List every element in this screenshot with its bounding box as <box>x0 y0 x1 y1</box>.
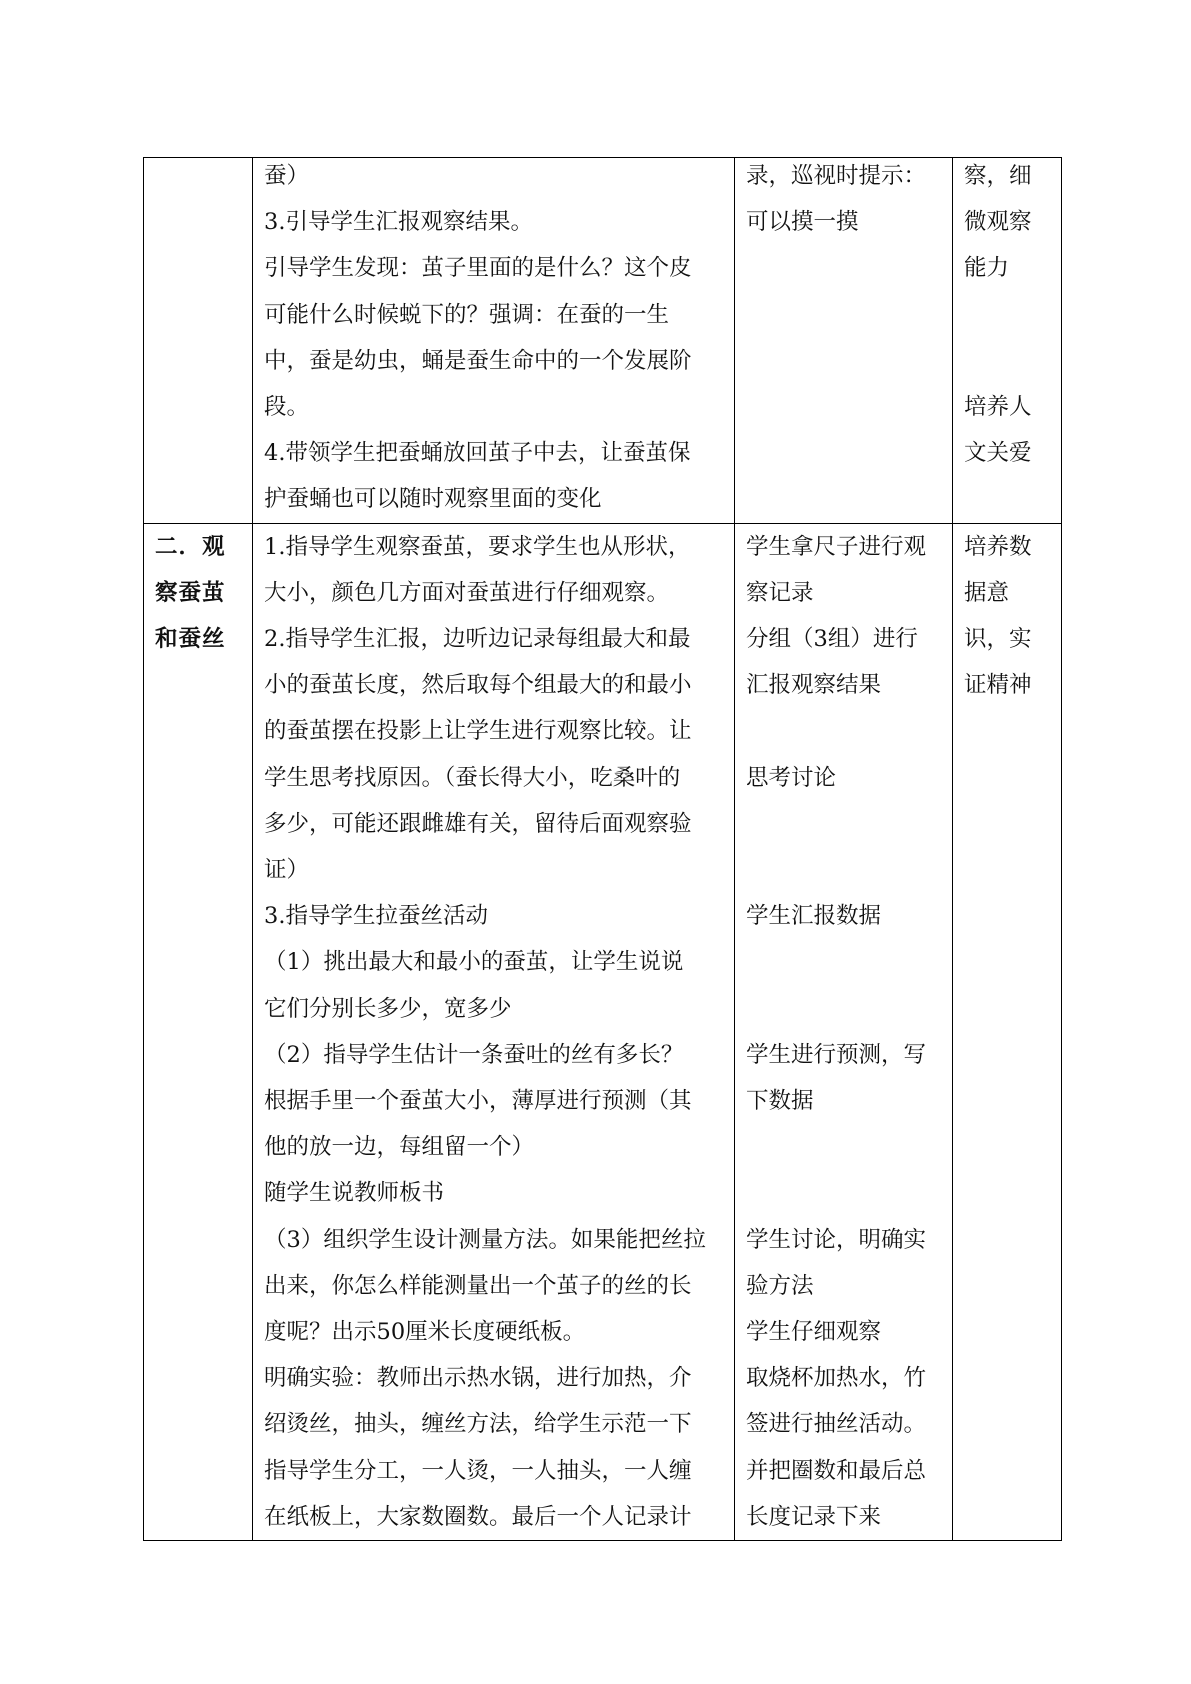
stage-cell <box>144 523 253 1540</box>
text-line: 汇报观察结果 <box>746 672 882 699</box>
text-line: 证精神 <box>964 672 1032 699</box>
text-line: 随学生说教师板书 <box>264 1180 445 1207</box>
text-line: 分组（3组）进行 <box>746 626 918 653</box>
stage-title-line: 和蚕丝 <box>155 626 226 653</box>
text-line: 可以摸一摸 <box>746 209 859 236</box>
text-line: 指导学生分工，一人烫，一人抽头，一人缠 <box>264 1457 692 1484</box>
text-line: 3.引导学生汇报观察结果。 <box>264 209 533 236</box>
text-line: 识，实 <box>964 626 1032 653</box>
text-line: 根据手里一个蚕茧大小，薄厚进行预测（其 <box>264 1088 692 1115</box>
table-row <box>144 158 1062 524</box>
text-line: 长度记录下来 <box>746 1503 882 1530</box>
text-line: 明确实验：教师出示热水锅，进行加热，介 <box>264 1365 692 1392</box>
text-line: 蚕） <box>264 163 310 189</box>
text-line: 4.带领学生把蚕蛹放回茧子中去，让蚕茧保 <box>264 440 691 467</box>
text-line: 证） <box>264 857 310 884</box>
stage-title-line: 察蚕茧 <box>155 579 226 606</box>
student-activity-cell <box>735 158 953 524</box>
text-line: 引导学生发现：茧子里面的是什么？这个皮 <box>264 255 692 282</box>
text-line: 培养数 <box>964 533 1032 560</box>
design-intent-cell <box>953 158 1062 524</box>
text-line: 下数据 <box>746 1088 814 1115</box>
text-line: （3）组织学生设计测量方法。如果能把丝拉 <box>264 1226 706 1253</box>
text-line: （2）指导学生估计一条蚕吐的丝有多长？ <box>264 1041 684 1068</box>
text-line: 2.指导学生汇报，边听边记录每组最大和最 <box>264 626 691 653</box>
text-line: 学生拿尺子进行观 <box>746 533 927 560</box>
text-line: 可能什么时候蜕下的？强调：在蚕的一生 <box>264 301 670 328</box>
table-row <box>144 523 1062 1540</box>
text-line: 录，巡视时提示： <box>746 163 927 189</box>
text-line: 多少，可能还跟雌雄有关，留待后面观察验 <box>264 810 692 837</box>
text-line: 学生汇报数据 <box>746 903 882 930</box>
text-line: 出来，你怎么样能测量出一个茧子的丝的长 <box>264 1272 692 1299</box>
text-line: 验方法 <box>746 1272 814 1299</box>
text-line: 学生仔细观察 <box>746 1319 882 1346</box>
text-line: 学生思考找原因。（蚕长得大小，吃桑叶的 <box>264 764 681 791</box>
text-line: 1.指导学生观察蚕茧，要求学生也从形状， <box>264 533 691 560</box>
text-line: 取烧杯加热水，竹 <box>746 1365 927 1392</box>
teacher-activity-cell <box>253 523 735 1540</box>
text-line: 绍烫丝，抽头，缠丝方法，给学生示范一下 <box>264 1411 692 1438</box>
text-line: 中，蚕是幼虫，蛹是蚕生命中的一个发展阶 <box>264 347 692 374</box>
text-line: 段。 <box>264 394 310 421</box>
text-line: 的蚕茧摆在投影上让学生进行观察比较。让 <box>264 718 692 745</box>
student-activity-cell <box>735 523 953 1540</box>
text-line: 3.指导学生拉蚕丝活动 <box>264 903 488 930</box>
text-line: 护蚕蛹也可以随时观察里面的变化 <box>264 486 602 513</box>
text-line: 它们分别长多少，宽多少 <box>264 995 512 1022</box>
text-line: 在纸板上，大家数圈数。最后一个人记录计 <box>264 1503 692 1530</box>
text-line: 察，细 <box>964 163 1032 189</box>
text-line: 大小，颜色几方面对蚕茧进行仔细观察。 <box>264 579 670 606</box>
lesson-plan-table <box>143 157 1062 1541</box>
text-line: （1）挑出最大和最小的蚕茧，让学生说说 <box>264 949 684 976</box>
stage-title-line: 二．观 <box>155 533 226 560</box>
text-line: 签进行抽丝活动。 <box>746 1411 927 1438</box>
text-line: 并把圈数和最后总 <box>746 1457 927 1484</box>
text-line: 思考讨论 <box>746 764 837 791</box>
text-line: 学生讨论，明确实 <box>746 1226 927 1253</box>
text-line: 他的放一边，每组留一个） <box>264 1134 535 1161</box>
stage-cell <box>144 158 253 524</box>
text-line: 察记录 <box>746 579 814 606</box>
text-line: 培养人 <box>964 394 1032 420</box>
text-line: 能力 <box>964 255 1010 282</box>
text-line: 微观察 <box>964 209 1032 236</box>
text-line: 小的蚕茧长度，然后取每个组最大的和最小 <box>264 672 692 699</box>
text-line: 度呢？出示50厘米长度硬纸板。 <box>264 1319 586 1346</box>
teacher-activity-cell <box>253 158 735 524</box>
text-line: 据意 <box>964 579 1010 606</box>
text-line: 学生进行预测，写 <box>746 1041 927 1068</box>
design-intent-cell <box>953 523 1062 1540</box>
text-line: 文关爱 <box>964 440 1032 467</box>
